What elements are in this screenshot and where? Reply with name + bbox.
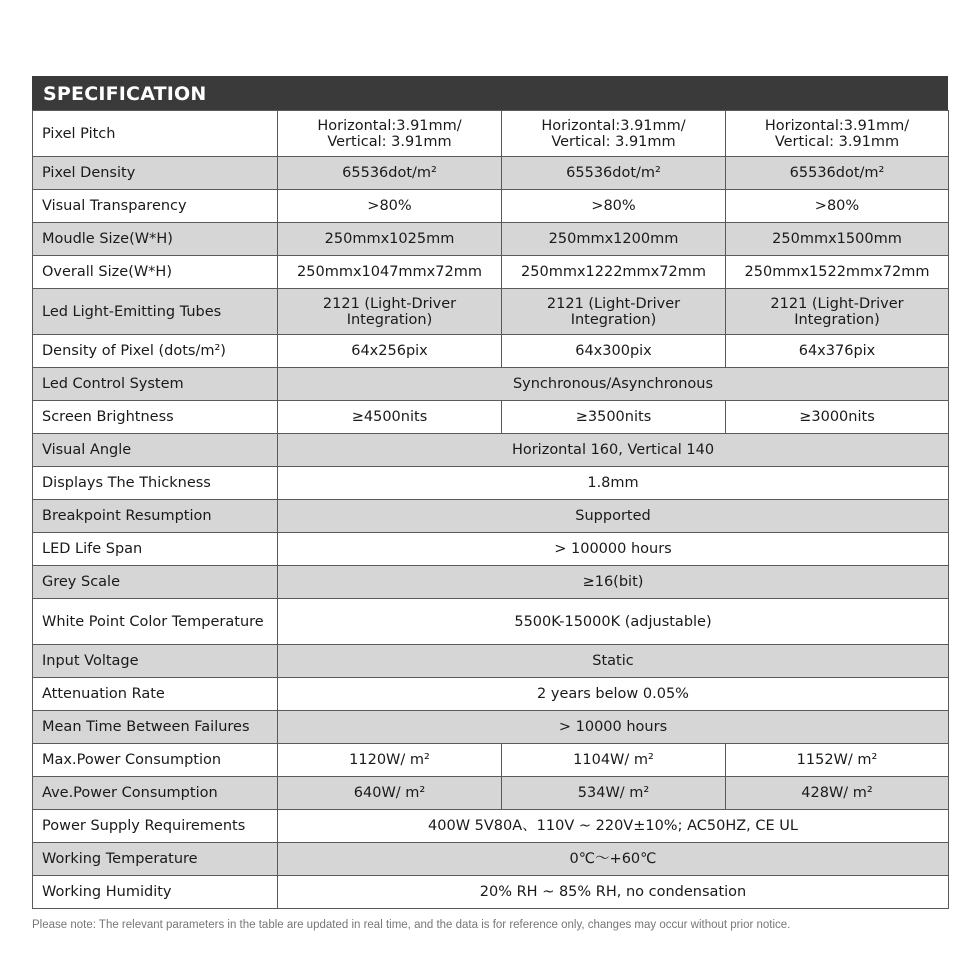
spec-row [33, 289, 949, 335]
spec-value: 2121 (Light-Driver Integration) [278, 289, 502, 335]
spec-label: Input Voltage [33, 645, 278, 678]
spec-value: 428W/ m² [726, 777, 949, 810]
spec-value: 20% RH ~ 85% RH, no condensation [278, 876, 949, 909]
spec-label: Screen Brightness [33, 401, 278, 434]
spec-row [33, 223, 949, 256]
spec-label: White Point Color Temperature [33, 599, 278, 645]
spec-value: 534W/ m² [502, 777, 726, 810]
spec-value: >80% [278, 190, 502, 223]
spec-row [33, 467, 949, 500]
spec-value: 64x376pix [726, 335, 949, 368]
spec-value: Synchronous/Asynchronous [278, 368, 949, 401]
spec-row [33, 111, 949, 157]
spec-value: Horizontal:3.91mm/ Vertical: 3.91mm [502, 111, 726, 157]
spec-label: Led Light-Emitting Tubes [33, 289, 278, 335]
spec-value: 65536dot/m² [278, 157, 502, 190]
spec-row [33, 157, 949, 190]
spec-value: 640W/ m² [278, 777, 502, 810]
spec-value: Horizontal 160, Vertical 140 [278, 434, 949, 467]
spec-row [33, 368, 949, 401]
spec-value: Horizontal:3.91mm/ Vertical: 3.91mm [278, 111, 502, 157]
spec-label: Visual Angle [33, 434, 278, 467]
spec-row [33, 711, 949, 744]
spec-label: Power Supply Requirements [33, 810, 278, 843]
spec-row [33, 401, 949, 434]
spec-value: > 100000 hours [278, 533, 949, 566]
spec-value: 0℃～+60℃ [278, 843, 949, 876]
spec-row [33, 645, 949, 678]
spec-value: >80% [502, 190, 726, 223]
spec-label: Displays The Thickness [33, 467, 278, 500]
spec-value: Static [278, 645, 949, 678]
spec-label: Ave.Power Consumption [33, 777, 278, 810]
spec-value: >80% [726, 190, 949, 223]
spec-row [33, 843, 949, 876]
spec-row [33, 256, 949, 289]
spec-value: 250mmx1522mmx72mm [726, 256, 949, 289]
spec-row [33, 533, 949, 566]
specification-table [32, 110, 949, 909]
spec-label: Working Temperature [33, 843, 278, 876]
spec-label: Visual Transparency [33, 190, 278, 223]
spec-value: Supported [278, 500, 949, 533]
spec-label: Overall Size(W*H) [33, 256, 278, 289]
spec-value: 2121 (Light-Driver Integration) [726, 289, 949, 335]
spec-value: 64x300pix [502, 335, 726, 368]
spec-label: Max.Power Consumption [33, 744, 278, 777]
spec-row [33, 434, 949, 467]
spec-row [33, 876, 949, 909]
spec-label: Mean Time Between Failures [33, 711, 278, 744]
spec-value: 2 years below 0.05% [278, 678, 949, 711]
spec-label: Attenuation Rate [33, 678, 278, 711]
spec-value: ≥3500nits [502, 401, 726, 434]
spec-value: 250mmx1222mmx72mm [502, 256, 726, 289]
spec-value: 65536dot/m² [502, 157, 726, 190]
spec-value: 5500K-15000K (adjustable) [278, 599, 949, 645]
disclaimer-note: Please note: The relevant parameters in the table are updated in real time, and the data is for reference only, changes may occur without prior notice. [32, 919, 791, 931]
spec-label: Moudle Size(W*H) [33, 223, 278, 256]
spec-row [33, 599, 949, 645]
spec-row [33, 777, 949, 810]
spec-label: Pixel Pitch [33, 111, 278, 157]
spec-value: 2121 (Light-Driver Integration) [502, 289, 726, 335]
spec-row [33, 500, 949, 533]
spec-label: Breakpoint Resumption [33, 500, 278, 533]
specification-sheet [32, 76, 948, 909]
spec-value: 250mmx1025mm [278, 223, 502, 256]
spec-value: 64x256pix [278, 335, 502, 368]
spec-row [33, 810, 949, 843]
spec-value: ≥4500nits [278, 401, 502, 434]
spec-value: 1104W/ m² [502, 744, 726, 777]
spec-value: 1152W/ m² [726, 744, 949, 777]
spec-value: 250mmx1500mm [726, 223, 949, 256]
spec-value: 1120W/ m² [278, 744, 502, 777]
spec-value: ≥3000nits [726, 401, 949, 434]
spec-row [33, 190, 949, 223]
spec-row [33, 678, 949, 711]
spec-value: Horizontal:3.91mm/ Vertical: 3.91mm [726, 111, 949, 157]
spec-value: 400W 5V80A、110V ~ 220V±10%; AC50HZ, CE UL [278, 810, 949, 843]
spec-label: Pixel Density [33, 157, 278, 190]
spec-value: > 10000 hours [278, 711, 949, 744]
spec-row [33, 566, 949, 599]
spec-label: Density of Pixel (dots/m²) [33, 335, 278, 368]
spec-value: 1.8mm [278, 467, 949, 500]
spec-value: ≥16(bit) [278, 566, 949, 599]
spec-label: Grey Scale [33, 566, 278, 599]
spec-value: 65536dot/m² [726, 157, 949, 190]
spec-row [33, 744, 949, 777]
spec-row [33, 335, 949, 368]
spec-label: Working Humidity [33, 876, 278, 909]
spec-label: LED Life Span [33, 533, 278, 566]
spec-label: Led Control System [33, 368, 278, 401]
spec-value: 250mmx1047mmx72mm [278, 256, 502, 289]
spec-value: 250mmx1200mm [502, 223, 726, 256]
specification-title: SPECIFICATION [32, 76, 948, 110]
